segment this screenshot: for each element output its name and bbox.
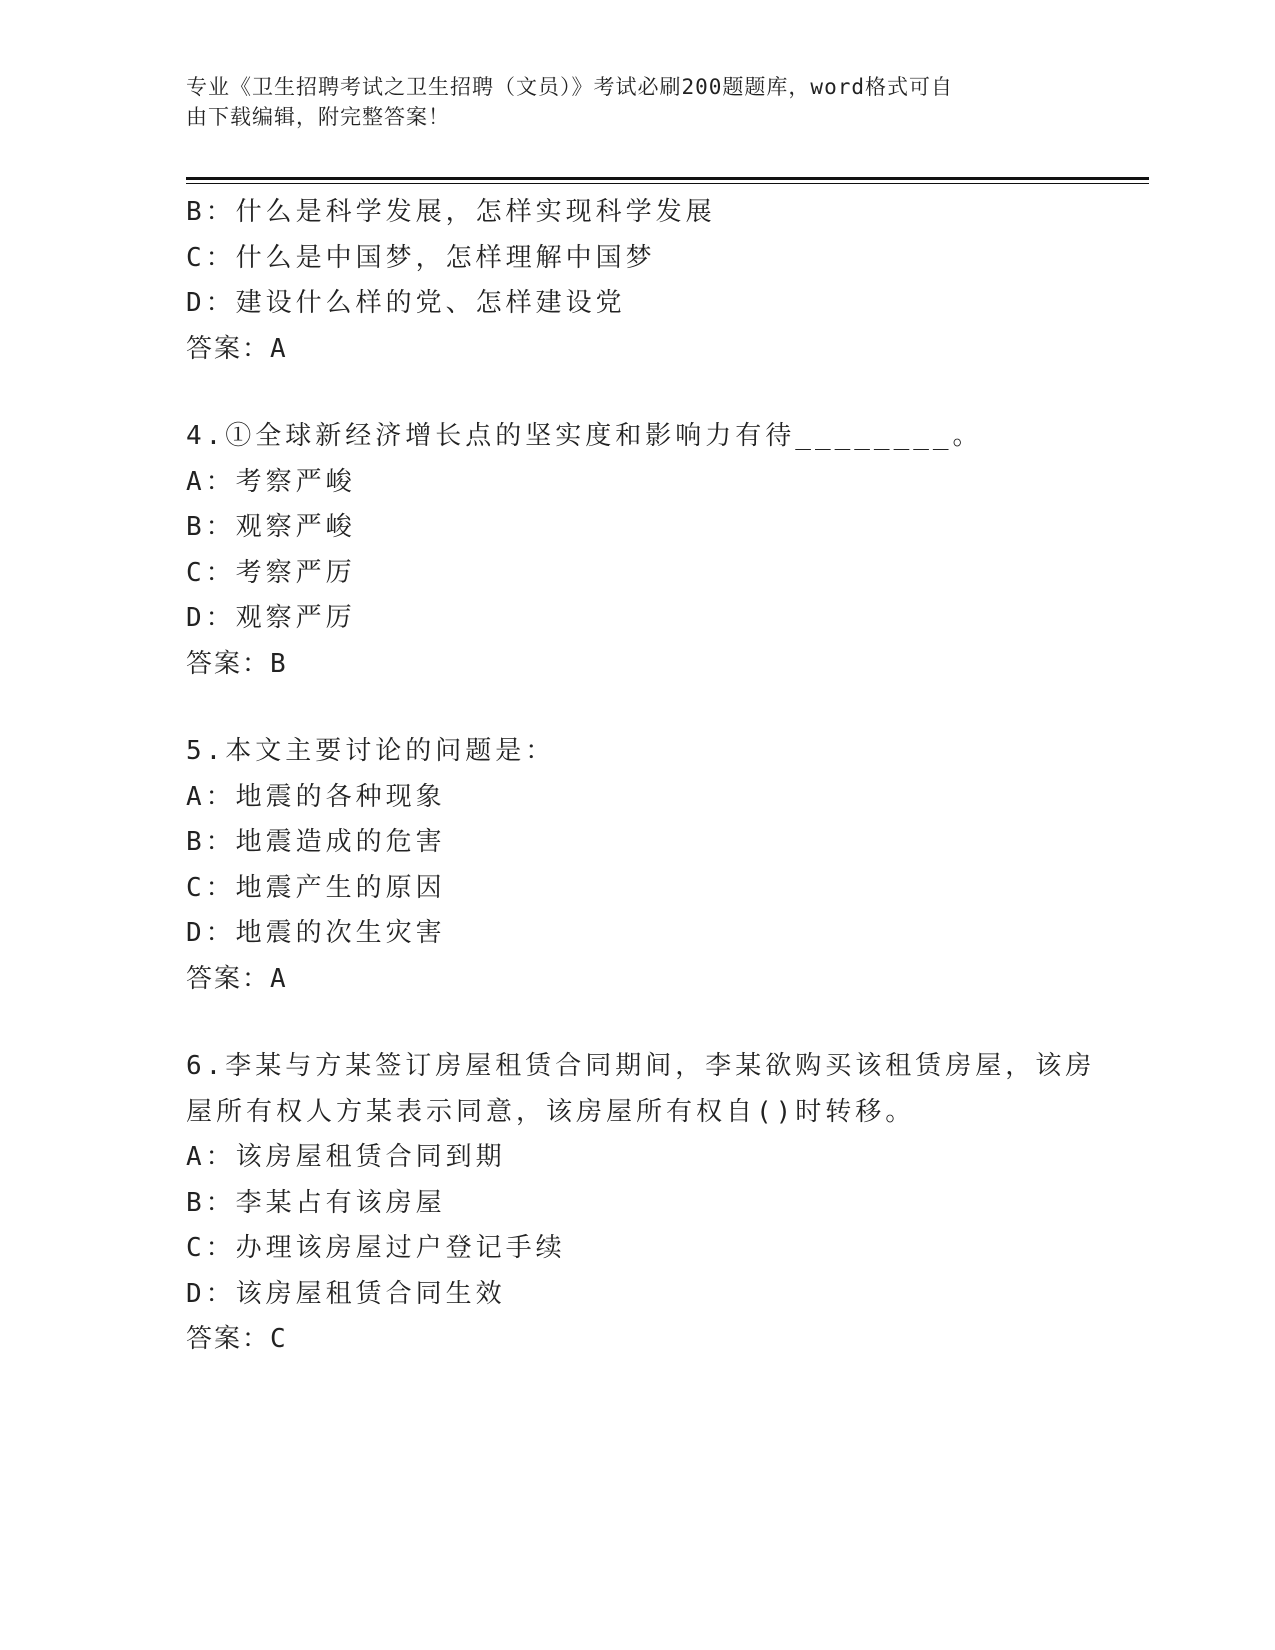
q3-answer: 答案：A (186, 333, 288, 364)
q5-option-c: C：地震产生的原因 (186, 872, 446, 903)
q5-option-d: D：地震的次生灾害 (186, 918, 446, 948)
q3-option-b: B：什么是科学发展，怎样实现科学发展 (186, 197, 716, 227)
document-header (186, 72, 1066, 132)
q5-question: 5.本文主要讨论的问题是： (186, 736, 556, 766)
q6-question-line-2: 屋所有权人方某表示同意，该房屋所有权自()时转移。 (186, 1096, 916, 1127)
q3-option-d: D：建设什么样的党、怎样建设党 (186, 288, 626, 318)
q4-option-d: D：观察严厉 (186, 603, 356, 633)
q6-option-d: D：该房屋租赁合同生效 (186, 1278, 506, 1309)
spacer (186, 1002, 1086, 1044)
spacer (186, 372, 1086, 414)
header-divider-thin (186, 183, 1149, 184)
question-3-block (186, 190, 1086, 372)
question-4-block (186, 414, 1086, 687)
question-list (186, 190, 1096, 1363)
spacer (186, 687, 1086, 729)
header-line-2: 由下载编辑，附完整答案！ (186, 105, 450, 129)
q6-option-c: C：办理该房屋过户登记手续 (186, 1233, 566, 1263)
q6-option-b: B：李某占有该房屋 (186, 1187, 446, 1218)
q3-option-c: C：什么是中国梦，怎样理解中国梦 (186, 242, 656, 273)
question-6-block (186, 1044, 1096, 1363)
q4-question: 4.①全球新经济增长点的坚实度和影响力有待________。 (186, 421, 983, 451)
q4-option-c: C：考察严厉 (186, 557, 356, 588)
question-5-block (186, 729, 1086, 1002)
q4-option-a: A：考察严峻 (186, 466, 356, 497)
q5-option-a: A：地震的各种现象 (186, 781, 446, 812)
q6-option-a: A：该房屋租赁合同到期 (186, 1142, 506, 1172)
header-divider-thick (186, 177, 1149, 180)
q4-option-b: B：观察严峻 (186, 512, 356, 542)
q6-question-line-1: 6.李某与方某签订房屋租赁合同期间，李某欲购买该租赁房屋，该房 (186, 1051, 1096, 1081)
q4-answer: 答案：B (186, 648, 288, 679)
header-line-1: 专业《卫生招聘考试之卫生招聘（文员）》考试必刷200题题库，word格式可自 (186, 75, 953, 99)
q5-answer: 答案：A (186, 963, 288, 994)
q6-answer: 答案：C (186, 1324, 288, 1354)
q5-option-b: B：地震造成的危害 (186, 827, 446, 857)
